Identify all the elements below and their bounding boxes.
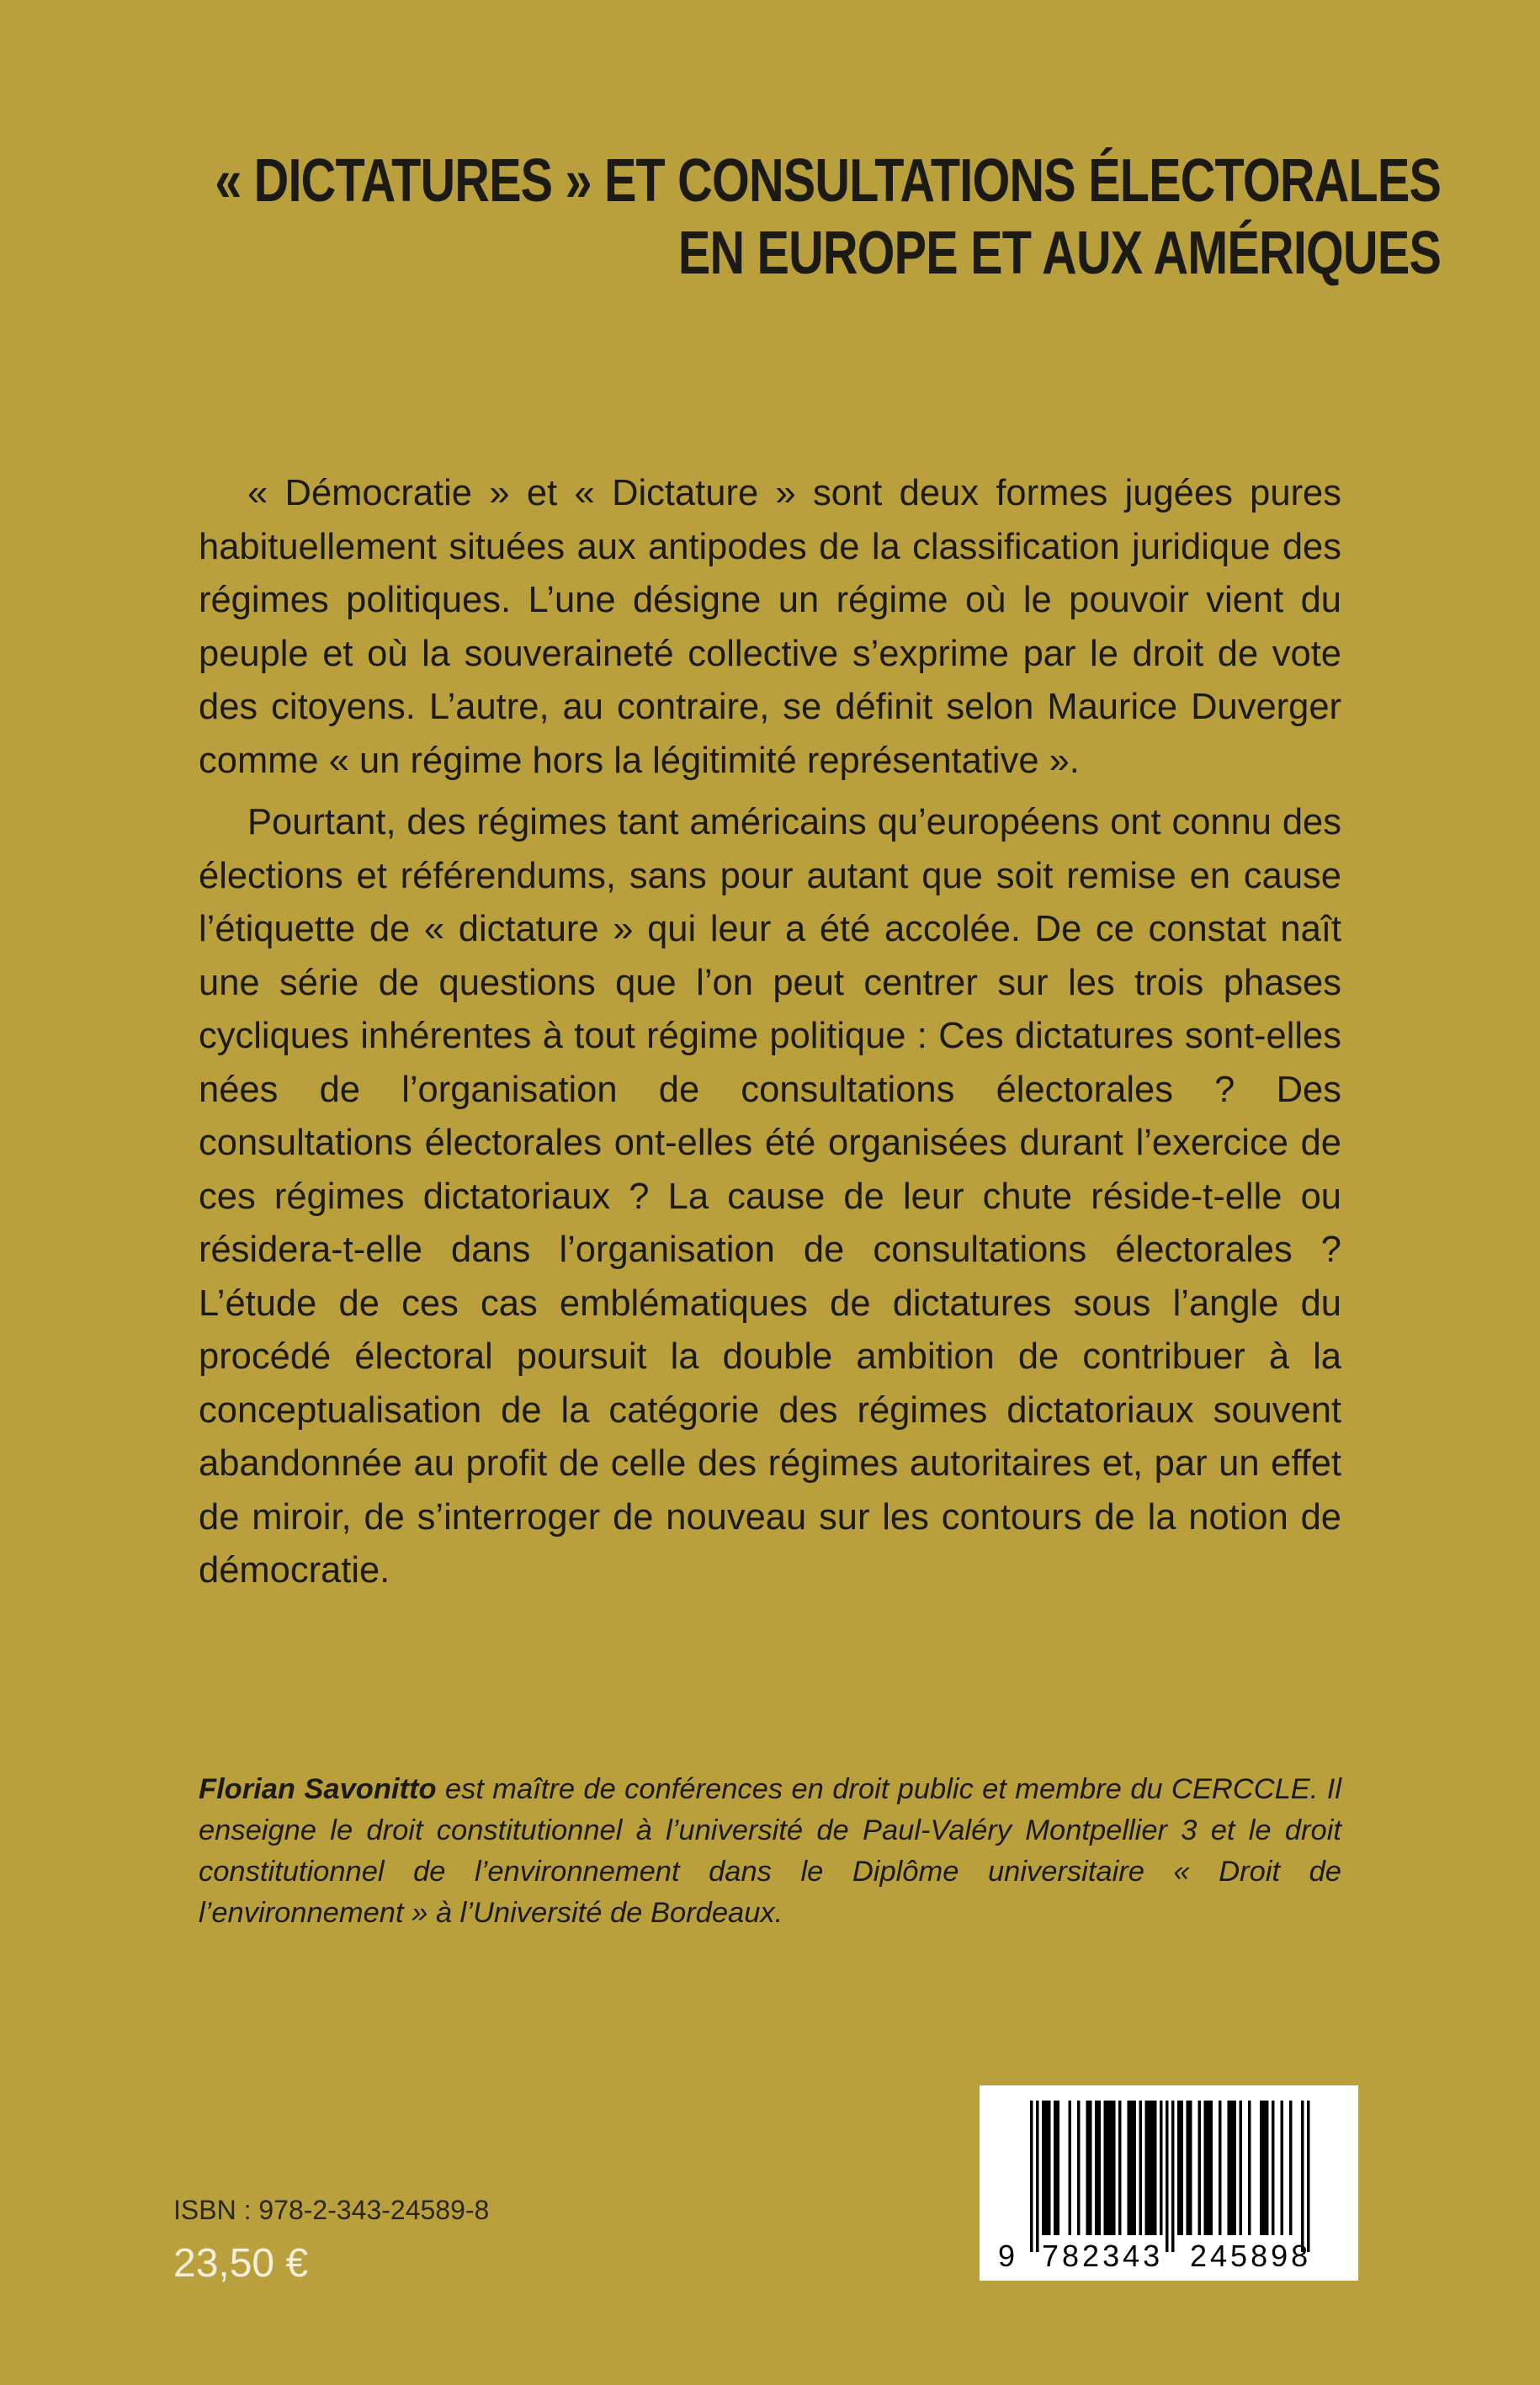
title-line-1: « DICTATURES » ET CONSULTATIONS ÉLECTORALES (215, 147, 1441, 215)
barcode-bar (1228, 2101, 1231, 2235)
barcode-bar (1210, 2101, 1213, 2235)
barcode-bar (1130, 2101, 1134, 2235)
barcode-bar (1177, 2101, 1181, 2235)
barcode-bar (1089, 2101, 1092, 2235)
barcode-bar (1139, 2101, 1143, 2235)
barcode-first-digit: 9 (998, 2239, 1017, 2273)
barcode-bar (1281, 2101, 1284, 2235)
isbn-label: ISBN : 978-2-343-24589-8 (173, 2195, 490, 2225)
barcode-bar (1036, 2101, 1039, 2252)
book-title (215, 145, 1441, 289)
barcode-bar (1171, 2101, 1175, 2252)
barcode-bar (1054, 2101, 1057, 2235)
barcode-bar (1160, 2101, 1163, 2235)
barcode-bar (1086, 2101, 1090, 2235)
barcode-bar (1263, 2101, 1267, 2235)
barcode-bar (1145, 2101, 1149, 2235)
barcode-bar (1266, 2101, 1269, 2235)
barcode-bar (1260, 2101, 1263, 2235)
barcode-bar (1187, 2101, 1190, 2235)
barcode-bar (1095, 2101, 1098, 2235)
author-name: Florian Savonitto (199, 1773, 437, 1805)
barcode-bar (1219, 2101, 1222, 2235)
title-line-2: EN EUROPE ET AUX AMÉRIQUES (677, 220, 1441, 287)
barcode-bar (1240, 2101, 1243, 2235)
barcode-bar (1181, 2101, 1184, 2235)
blurb-paragraph-1: « Démocratie » et « Dictature » sont deux formes jugées pures habituellement situées aux antipodes de la classification juridique des régimes politiques. L’une désigne un régime où le pouvoir vient du peuple et où la souveraineté collective s’exprime par le droit de vote des citoyens. L’autre, au contraire, se définit selon Maurice Duverger comme « un régime hors la légitimité représentative ». (199, 473, 1341, 781)
barcode-bar (1154, 2101, 1157, 2235)
blurb-paragraph-2: Pourtant, des régimes tant américains qu’européens ont connu des élections et référendums, sans pour autant que soit remise en cause l’étiquette de « dictature » qui leur a été accolée. De ce constat naît une série de questions que l’on peut centrer sur les trois phases cycliques inhérentes à tout régime politique : Ces dictatures sont-elles nées de l’organisation de consultations électorales ? Des consultations électorales ont-elles été organisées durant l’exercice de ces régimes dictatoriaux ? La cause de leur chute réside-t-elle ou résidera-t-elle dans l’organisation de consultations électorales ? L’étude de ces cas emblématiques de dictatures sous l’angle du procédé électoral poursuit la double ambition de contribuer à la conceptualisation de la catégorie des régimes dictatoriaux souvent abandonnée au profit de celle des régimes autoritaires et, par un effet de miroir, de s’interroger de nouveau sur les contours de la notion de démocratie. (199, 802, 1341, 1591)
barcode-bar (1048, 2101, 1051, 2235)
barcode-bar (1307, 2101, 1310, 2252)
barcode-bar (1030, 2101, 1033, 2252)
barcode-bar (1098, 2101, 1102, 2235)
barcode-left-digits: 782343 (1042, 2239, 1164, 2273)
barcode-bar (1148, 2101, 1151, 2235)
barcode-bar (1204, 2101, 1208, 2235)
barcode-bar (1069, 2101, 1072, 2235)
barcode-bar (1134, 2101, 1137, 2235)
barcode-bar (1057, 2101, 1060, 2235)
barcode-bar (1104, 2101, 1107, 2235)
price-label: 23,50 € (173, 2241, 309, 2286)
barcode-bar (1128, 2101, 1131, 2235)
barcode-bar (1118, 2101, 1122, 2235)
barcode-bar (1207, 2101, 1210, 2235)
barcode-bar (1166, 2101, 1169, 2252)
barcode-bar (1234, 2101, 1237, 2235)
author-bio (199, 1769, 1341, 1934)
barcode-bar (1248, 2101, 1251, 2235)
barcode-bar (1113, 2101, 1116, 2235)
barcode-bar (1272, 2101, 1275, 2235)
author-bio-text: est maître de conférences en droit public et membre du CERCCLE. Il enseigne le droit constitutionnel à l’université de Paul-Valéry Montpellier 3 et le droit constitutionnel de l’environnement dans le Diplôme universitaire « Droit de l’environnement » à l’Université de Bordeaux. (199, 1773, 1341, 1929)
barcode-bar (1230, 2101, 1234, 2235)
barcode-bar (1110, 2101, 1113, 2235)
barcode-bar (1301, 2101, 1304, 2252)
barcode-right-digits: 245898 (1190, 2239, 1312, 2273)
barcode-bar (1045, 2101, 1049, 2235)
barcode-bar (1151, 2101, 1155, 2235)
barcode-bar (1107, 2101, 1110, 2235)
barcode-bar (1289, 2101, 1293, 2235)
barcode (980, 2085, 1358, 2281)
barcode-bar (1198, 2101, 1202, 2235)
barcode-bar (1042, 2101, 1045, 2235)
blurb (199, 467, 1341, 1607)
barcode-bar (1189, 2101, 1192, 2235)
barcode-bar (1077, 2101, 1081, 2235)
